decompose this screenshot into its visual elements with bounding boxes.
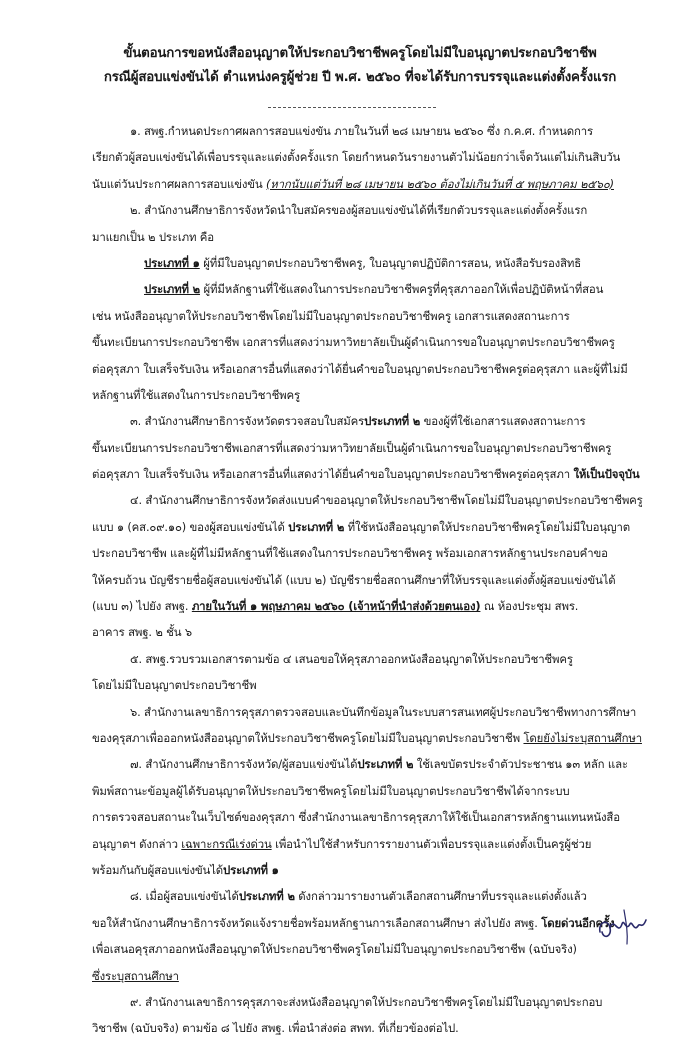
text-segment: (หากนับแต่วันที่ ๒๘ เมษายน ๒๕๖๐ ต้องไม่เกินวันที่ ๕ พฤษภาคม ๒๕๖๐) <box>266 176 614 191</box>
body-line <box>92 1015 662 1041</box>
document-title-line-1: ขั้นตอนการขอหนังสืออนุญาตให้ประกอบวิชาชีพครูโดยไม่มีใบอนุญาตประกอบวิชาชีพ <box>123 46 597 61</box>
text-segment: เฉพาะกรณีเร่งด่วน <box>181 836 272 851</box>
text-segment: ต่อคุรุสภา ใบเสร็จรับเงิน หรือเอกสารอื่นที่แสดงว่าได้ยื่นคำขอใบอนุญาตประกอบวิชาชีพครูต่อคุรุสภา และผู้ที่ไม่มี <box>92 361 628 376</box>
text-segment: อนุญาตฯ ดังกล่าว <box>92 836 182 851</box>
body-line <box>92 197 662 223</box>
text-segment: ๒. สำนักงานศึกษาธิการจังหวัดนำใบสมัครของผู้สอบแข่งขันได้ที่เรียกตัวบรรจุและแต่งตั้งครั้งแรก <box>130 203 588 218</box>
document-body <box>92 118 662 1042</box>
text-segment: เรียกตัวผู้สอบแข่งขันได้เพื่อบรรจุและแต่งตั้งครั้งแรก โดยกำหนดวันรายงานตัวไม่น้อยกว่าเจ็ดวันแต่ไม่เกินสิบวัน <box>92 150 621 165</box>
body-line <box>92 831 662 857</box>
body-line <box>92 303 662 329</box>
body-line <box>92 857 662 883</box>
body-line <box>92 224 662 250</box>
text-segment: เช่น หนังสืออนุญาตให้ประกอบวิชาชีพโดยไม่มีใบอนุญาตประกอบวิชาชีพครู เอกสารแสดงสถานะการ <box>92 308 570 323</box>
text-segment: ประเภทที่ ๑ <box>144 255 200 270</box>
text-segment: ๑. สพฐ.กำหนดประกาศผลการสอบแข่งขัน ภายในวันที่ ๒๘ เมษายน ๒๕๖๐ ซึ่ง ก.ค.ศ. กำหนดการ <box>130 124 594 138</box>
text-segment: ๖. สำนักงานเลขาธิการคุรุสภาตรวจสอบและบันทึกข้อมูลในระบบสารสนเทศผู้ประกอบวิชาชีพทางการศึกษา <box>130 704 637 719</box>
text-segment: โดยไม่มีใบอนุญาตประกอบวิชาชีพ <box>92 678 257 693</box>
text-segment: ๕. สพฐ.รวบรวมเอกสารตามข้อ ๔ เสนอขอให้คุรุสภาออกหนังสืออนุญาตให้ประกอบวิชาชีพครู <box>130 651 573 666</box>
text-segment: ที่ใช้หนังสืออนุญาตให้ประกอบวิชาชีพครูโดยไม่มีใบอนุญาต <box>344 519 630 534</box>
handwritten-signature <box>594 902 650 950</box>
text-segment: ขึ้นทะเบียนการประกอบวิชาชีพ เอกสารที่แสดงว่ามหาวิทยาลัยเป็นผู้ดำเนินการขอใบอนุญาตประกอบวิชาชีพครู <box>92 335 615 350</box>
body-line <box>92 171 662 197</box>
body-line <box>92 646 662 672</box>
body-line <box>92 250 662 276</box>
body-line <box>92 910 662 936</box>
text-segment: อาคาร สพฐ. ๒ ชั้น ๖ <box>92 625 192 640</box>
text-segment: มาแยกเป็น ๒ ประเภท คือ <box>92 229 214 244</box>
body-line <box>92 435 662 461</box>
text-segment: เพื่อเสนอคุรุสภาออกหนังสืออนุญาตให้ประกอบวิชาชีพครูโดยไม่มีใบอนุญาตประกอบวิชาชีพ (ฉบับจริง) <box>92 942 577 957</box>
text-segment: ของคุรุสภาเพื่อออกหนังสืออนุญาตให้ประกอบวิชาชีพครูโดยไม่มีใบอนุญาตประกอบวิชาชีพ <box>92 730 524 745</box>
body-line <box>92 672 662 698</box>
text-segment: ประเภทที่ ๒ <box>357 757 414 772</box>
text-segment: ประเภทที่ ๒ <box>238 889 295 904</box>
text-segment: ๔. สำนักงานศึกษาธิการจังหวัดส่งแบบคำขออนุญาตให้ประกอบวิชาชีพโดยไม่มีใบอนุญาตประกอบวิชาชีพครู <box>130 493 643 508</box>
text-segment: หลักฐานที่ใช้แสดงในการประกอบวิชาชีพครู <box>92 387 300 402</box>
text-segment: ๘. เมื่อผู้สอบแข่งขันได้ <box>130 889 239 904</box>
text-segment: ๗. สำนักงานศึกษาธิการจังหวัด/ผู้สอบแข่งขันได้ <box>130 757 358 772</box>
text-segment: ๙. สำนักงานเลขาธิการคุรุสภาจะส่งหนังสืออนุญาตให้ประกอบวิชาชีพครูโดยไม่มีใบอนุญาตประกอบ <box>130 994 603 1009</box>
body-line <box>92 514 662 540</box>
text-segment: ประเภทที่ ๒ <box>144 282 201 297</box>
body-line <box>92 329 662 355</box>
text-segment: ภายในวันที่ ๑ พฤษภาคม ๒๕๖๐ (เจ้าหน้าที่นำส่งด้วยตนเอง) <box>191 599 481 614</box>
body-line <box>92 382 662 408</box>
text-segment: ประเภทที่ ๑ <box>223 862 279 877</box>
body-line <box>92 118 662 144</box>
text-segment: ประกอบวิชาชีพ และผู้ที่ไม่มีหลักฐานที่ใช้แสดงในการประกอบวิชาชีพครู พร้อมเอกสารหลักฐานประกอบคำขอ <box>92 546 608 561</box>
text-segment: ขึ้นทะเบียนการประกอบวิชาชีพเอกสารที่แสดงว่ามหาวิทยาลัยเป็นผู้ดำเนินการขอใบอนุญาตประกอบวิชาชีพครู <box>92 440 612 455</box>
body-line <box>92 356 662 382</box>
text-segment: พร้อมกันกับผู้สอบแข่งขันได้ <box>92 862 224 877</box>
body-line <box>92 778 662 804</box>
body-line <box>92 699 662 725</box>
text-segment: โดยด่วนอีกครั้ง <box>541 915 615 930</box>
text-segment: ณ ห้องประชุม สพร. <box>480 599 579 614</box>
text-segment: ประเภทที่ ๒ <box>288 519 345 534</box>
body-line <box>92 276 662 302</box>
body-line <box>92 963 662 989</box>
text-segment: การตรวจสอบสถานะในเว็บไซต์ของคุรุสภา ซึ่งสำนักงานเลขาธิการคุรุสภาให้ใช้เป็นเอกสารหลักฐานแทนหนังสือ <box>92 810 620 825</box>
document-title-line-2: กรณีผู้สอบแข่งขันได้ ตำแหน่งครูผู้ช่วย ปี พ.ศ. ๒๕๖๐ ที่จะได้รับการบรรจุและแต่งตั้งครั้งแรก <box>103 70 617 85</box>
body-line <box>92 725 662 751</box>
text-segment: วิชาชีพ (ฉบับจริง) ตามข้อ ๘ ไปยัง สพฐ. เพื่อนำส่งต่อ สพท. ที่เกี่ยวข้องต่อไป. <box>92 1021 459 1036</box>
text-segment: ต่อคุรุสภา ใบเสร็จรับเงิน หรือเอกสารอื่นที่แสดงว่าได้ยื่นคำขอใบอนุญาตประกอบวิชาชีพครูต่อคุรุสภา <box>92 467 574 482</box>
text-segment: เพื่อนำไปใช้สำหรับการรายงานตัวเพื่อบรรจุและแต่งตั้งเป็นครูผู้ช่วย <box>271 836 592 851</box>
body-line <box>92 936 662 962</box>
text-segment: ใช้เลขบัตรประจำตัวประชาชน ๑๓ หลัก และ <box>413 757 628 772</box>
body-line <box>92 408 662 434</box>
text-segment: นับแต่วันประกาศผลการสอบแข่งขัน <box>92 176 267 191</box>
text-segment: ให้เป็นปัจจุบัน <box>573 467 640 482</box>
text-segment: ดังกล่าวมารายงานตัวเลือกสถานศึกษาที่บรรจุและแต่งตั้งแล้ว <box>294 889 587 904</box>
title-separator <box>268 107 436 108</box>
body-line <box>92 461 662 487</box>
body-line <box>92 567 662 593</box>
text-segment: ขอให้สำนักงานศึกษาธิการจังหวัดแจ้งรายชื่อพร้อมหลักฐานการเลือกสถานศึกษา ส่งไปยัง สพฐ. <box>92 915 542 930</box>
text-segment: ผู้ที่มีใบอนุญาตประกอบวิชาชีพครู, ใบอนุญาตปฏิบัติการสอน, หนังสือรับรองสิทธิ <box>199 255 582 270</box>
text-segment: แบบ ๑ (คส.๐๙.๑๐) ของผู้สอบแข่งขันได้ <box>92 519 289 534</box>
body-line <box>92 593 662 619</box>
body-line <box>92 989 662 1015</box>
text-segment: (แบบ ๓) ไปยัง สพฐ. <box>92 599 192 614</box>
body-line <box>92 144 662 170</box>
body-line <box>92 883 662 909</box>
body-line <box>92 619 662 645</box>
text-segment: ให้ครบถ้วน บัญชีรายชื่อผู้สอบแข่งขันได้ (แบบ ๒) บัญชีรายชื่อสถานศึกษาที่ให้บรรจุและแต่งตั้งผู้สอบแข่งขันได้ <box>92 572 616 587</box>
text-segment: พิมพ์สถานะข้อมูลผู้ได้รับอนุญาตให้ประกอบวิชาชีพครูโดยไม่มีใบอนุญาตประกอบวิชาชีพได้จากระบบ <box>92 783 570 798</box>
text-segment: ประเภทที่ ๒ <box>364 414 421 429</box>
body-line <box>92 804 662 830</box>
text-segment: โดยยังไม่ระบุสถานศึกษา <box>523 730 642 745</box>
text-segment: ของผู้ที่ใช้เอกสารแสดงสถานะการ <box>420 414 586 429</box>
text-segment: ซึ่งระบุสถานศึกษา <box>92 968 179 983</box>
text-segment: ผู้ที่มีหลักฐานที่ใช้แสดงในการประกอบวิชาชีพครูที่คุรุสภาออกให้เพื่อปฏิบัติหน้าที่สอน <box>200 282 604 297</box>
body-line <box>92 487 662 513</box>
body-line <box>92 751 662 777</box>
body-line <box>92 540 662 566</box>
text-segment: ๓. สำนักงานศึกษาธิการจังหวัดตรวจสอบใบสมัคร <box>130 414 365 429</box>
